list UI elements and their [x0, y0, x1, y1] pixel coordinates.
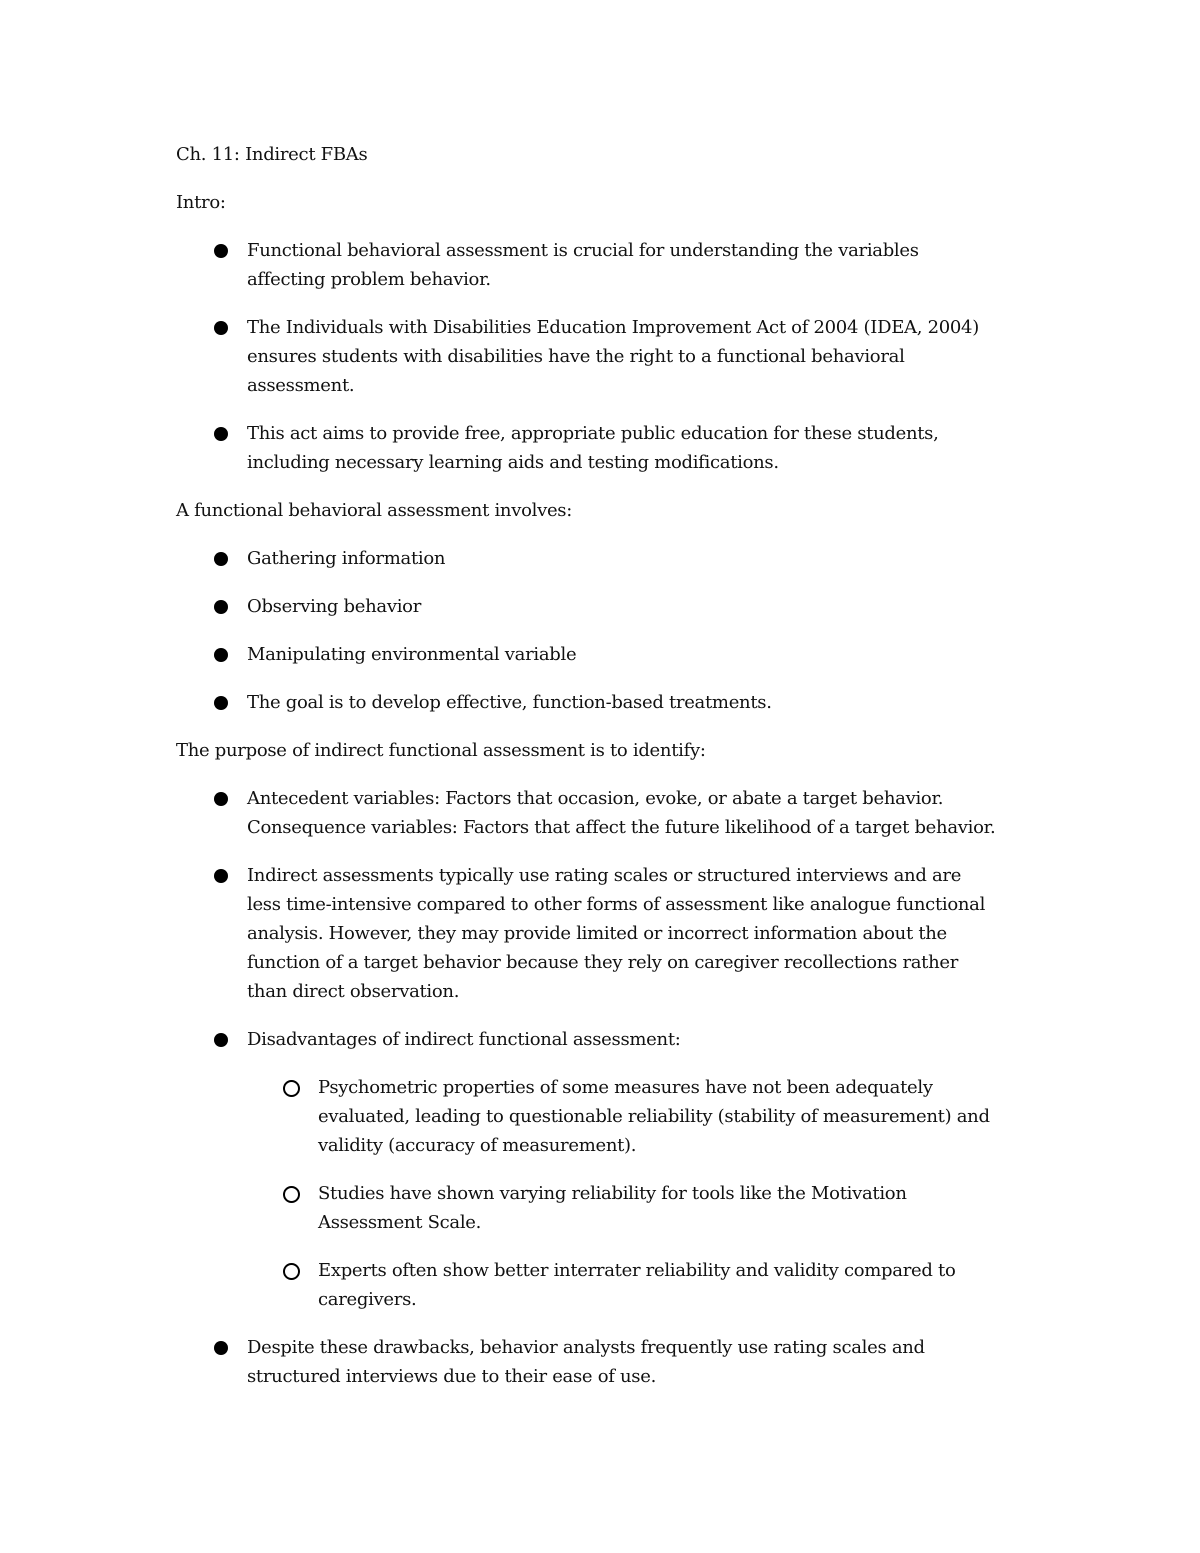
- list-item: Observing behavior: [176, 592, 1036, 621]
- filled-bullet-icon: [214, 1341, 228, 1355]
- document-title: Ch. 11: Indirect FBAs: [176, 144, 368, 165]
- intro-heading: Intro:: [176, 192, 226, 213]
- sub-list-item: Experts often show better interrater reliability and validity compared to caregivers.: [247, 1256, 1036, 1314]
- hollow-bullet-icon: [283, 1080, 300, 1097]
- filled-bullet-icon: [214, 696, 228, 710]
- filled-bullet-icon: [214, 244, 228, 258]
- list-item: Indirect assessments typically use rating scales or structured interviews and are less time-intensive compared to other forms of assessment like analogue functional analysis. However, they may provide limited or incorrect information about the function of a target behavior because they rely on caregiver recollections rather than direct observation.: [176, 861, 1036, 1006]
- hollow-bullet-icon: [283, 1186, 300, 1203]
- list-item: The goal is to develop effective, function-based treatments.: [176, 688, 1036, 717]
- list-item: Disadvantages of indirect functional assessment: Psychometric properties of some measures have not been adequately evaluated, leading to questionable reliability (stability of measurement) and validity (accuracy of measurement). Studies have shown varying reliability for tools like the Motivation Assessment Scale. Experts often show better interrater reliability and validity compared to caregivers.: [176, 1025, 1036, 1314]
- fba-heading: A functional behavioral assessment involves:: [176, 500, 572, 521]
- document-body: [176, 140, 1036, 1410]
- disadvantages-sublist: [247, 1073, 1036, 1314]
- intro-list: [176, 236, 1036, 477]
- list-item: Gathering information: [176, 544, 1036, 573]
- filled-bullet-icon: [214, 427, 228, 441]
- list-item: Manipulating environmental variable: [176, 640, 1036, 669]
- purpose-heading: The purpose of indirect functional assessment is to identify:: [176, 740, 706, 761]
- list-item: Functional behavioral assessment is crucial for understanding the variables affecting problem behavior.: [176, 236, 1036, 294]
- filled-bullet-icon: [214, 321, 228, 335]
- filled-bullet-icon: [214, 648, 228, 662]
- list-item: Despite these drawbacks, behavior analysts frequently use rating scales and structured interviews due to their ease of use.: [176, 1333, 1036, 1391]
- sub-list-item: Psychometric properties of some measures have not been adequately evaluated, leading to questionable reliability (stability of measurement) and validity (accuracy of measurement).: [247, 1073, 1036, 1160]
- filled-bullet-icon: [214, 792, 228, 806]
- filled-bullet-icon: [214, 552, 228, 566]
- hollow-bullet-icon: [283, 1263, 300, 1280]
- sub-list-item: Studies have shown varying reliability for tools like the Motivation Assessment Scale.: [247, 1179, 1036, 1237]
- list-item: Antecedent variables: Factors that occasion, evoke, or abate a target behavior. Consequence variables: Factors that affect the future likelihood of a target behavior.: [176, 784, 1036, 842]
- fba-list: [176, 544, 1036, 717]
- filled-bullet-icon: [214, 600, 228, 614]
- list-item: The Individuals with Disabilities Education Improvement Act of 2004 (IDEA, 2004) ensures students with disabilities have the right to a functional behavioral assessment.: [176, 313, 1036, 400]
- filled-bullet-icon: [214, 1033, 228, 1047]
- filled-bullet-icon: [214, 869, 228, 883]
- list-item: This act aims to provide free, appropriate public education for these students, including necessary learning aids and testing modifications.: [176, 419, 1036, 477]
- purpose-list: [176, 784, 1036, 1391]
